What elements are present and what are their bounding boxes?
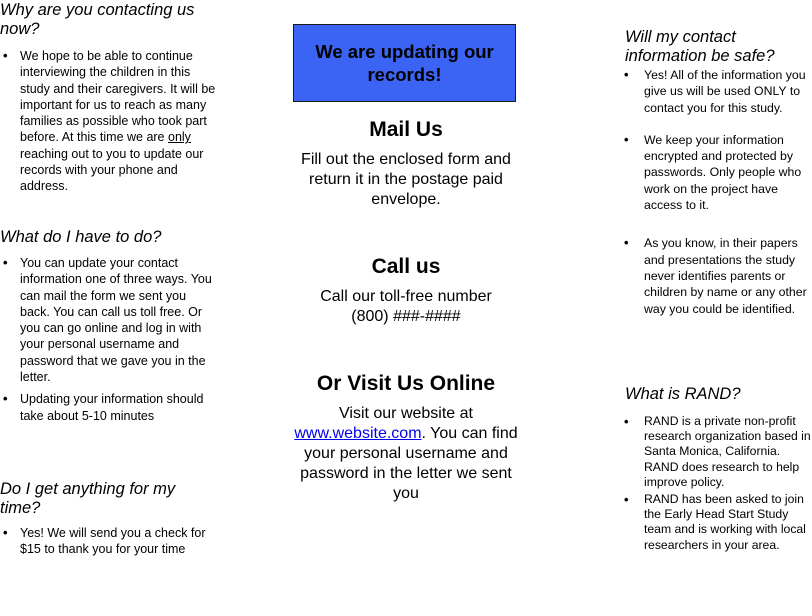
what-is-rand-list bbox=[624, 414, 812, 553]
call-us-text bbox=[288, 287, 524, 327]
list-item: • As you know, in their papers and presentations the study never identifies parents or children by name or any other way you could be identified. bbox=[624, 235, 812, 316]
updating-records-banner: We are updating our records! bbox=[293, 24, 516, 102]
list-item: • Yes! We will send you a check for $15 to thank you for your time bbox=[0, 525, 218, 558]
list-item: • Yes! All of the information you give us will be used ONLY to contact you for this study. bbox=[624, 67, 812, 116]
website-link[interactable]: www.website.com bbox=[294, 425, 422, 442]
call-us-line: Call our toll-free number bbox=[320, 288, 492, 305]
list-item: • Updating your information should take about 5-10 minutes bbox=[0, 391, 218, 424]
question-get-anything: Do I get anything for my time? bbox=[0, 480, 176, 517]
question-info-safe: Will my contact information be safe? bbox=[625, 28, 775, 65]
question-why-contacting: Why are you contacting us now? bbox=[0, 1, 195, 38]
get-anything-list bbox=[0, 525, 218, 558]
phone-number: (800) ###-#### bbox=[351, 308, 461, 325]
list-item: • RAND has been asked to join the Early Head Start Study team and is working with local researchers in your area. bbox=[624, 492, 812, 553]
emphasized-word: only bbox=[168, 130, 191, 145]
what-to-do-list bbox=[0, 255, 218, 424]
question-what-is-rand: What is RAND? bbox=[625, 385, 741, 403]
visit-online-heading: Or Visit Us Online bbox=[316, 372, 496, 395]
mail-us-text: Fill out the enclosed form and return it in the postage paid envelope. bbox=[301, 151, 511, 208]
info-safe-list bbox=[624, 67, 812, 317]
call-us-heading: Call us bbox=[371, 255, 441, 278]
list-item: • We keep your information encrypted and protected by passwords. Only people who work on the project have access to it. bbox=[624, 132, 812, 213]
mail-us-heading: Mail Us bbox=[369, 118, 443, 141]
question-what-to-do: What do I have to do? bbox=[0, 228, 162, 246]
list-item: • RAND is a private non-profit research organization based in Santa Monica, California. RAND does research to help improve policy. bbox=[624, 414, 812, 490]
list-item: • We hope to be able to continue interviewing the children in this study and their caregivers. It will be important for us to reach as many families as possible who took part before. At this time we are only reaching out to you to update our records with your phone and address. bbox=[0, 48, 218, 195]
list-item: • You can update your contact information one of three ways. You can mail the form we sent you back. You can call us toll free. Or you can go online and log in with your personal username and password that we gave you in the letter. bbox=[0, 255, 218, 385]
why-contacting-list bbox=[0, 48, 218, 195]
visit-online-text: Visit our website at www.website.com. You can find your personal username and password in the letter we sent you bbox=[294, 405, 518, 502]
